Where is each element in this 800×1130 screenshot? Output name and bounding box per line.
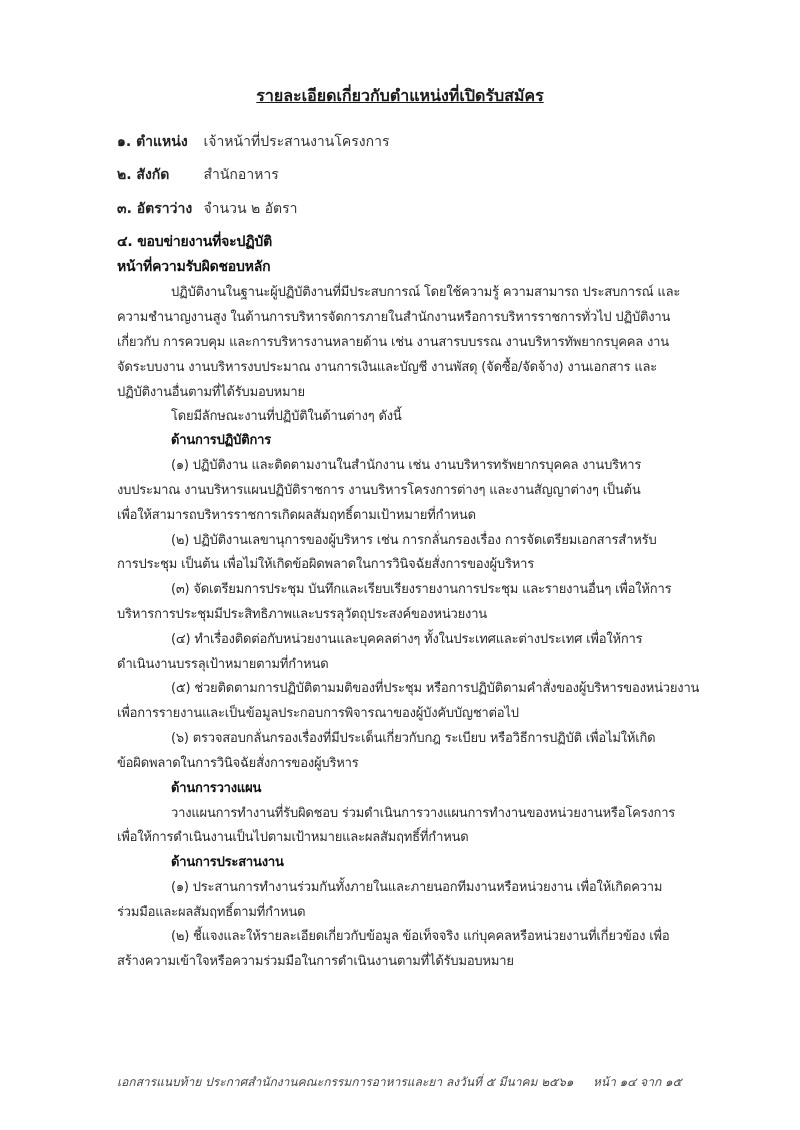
- main-duties-heading: หน้าที่ความรับผิดชอบหลัก: [117, 259, 271, 275]
- intro-line: ปฏิบัติงานในฐานะผู้ปฏิบัติงานที่มีประสบการณ์ โดยใช้ความรู้ ความสามารถ ประสบการณ์ และ: [171, 285, 681, 300]
- field-value: จำนวน ๒ อัตรา: [203, 201, 298, 217]
- characteristics-line: โดยมีลักษณะงานที่ปฏิบัติในด้านต่างๆ ดังนี้: [171, 409, 402, 424]
- field-affiliation: [117, 164, 279, 186]
- page-number: หน้า ๑๔ จาก ๑๕: [593, 1075, 682, 1089]
- operations-line: เพื่อการรายงานและเป็นข้อมูลประกอบการพิจารณาของผู้บังคับบัญชาต่อไป: [117, 706, 519, 721]
- coordination-line: ร่วมมือและผลสัมฤทธิ์ตามที่กำหนด: [117, 905, 306, 920]
- field-position: [117, 131, 389, 153]
- field-label: ๓. อัตราว่าง: [117, 201, 193, 217]
- coordination-line: (๒) ชี้แจงและให้รายละเอียดเกี่ยวกับข้อมูล ข้อเท็จจริง แก่บุคคลหรือหน่วยงานที่เกี่ยวข้อง เพื่อ: [171, 929, 670, 944]
- field-value: สำนักอาหาร: [203, 167, 279, 183]
- operations-line: (๖) ตรวจสอบกลั่นกรองเรื่องที่มีประเด็นเกี่ยวกับกฎ ระเบียบ หรือวิธีการปฏิบัติ เพื่อไม่ให้เกิด: [171, 731, 656, 746]
- section-4-heading: ๔. ขอบข่ายงานที่จะปฏิบัติ: [117, 234, 272, 250]
- coordination-line: สร้างความเข้าใจหรือความร่วมมือในการดำเนินงานตามที่ได้รับมอบหมาย: [117, 954, 514, 969]
- operations-line: (๑) ปฏิบัติงาน และติดตามงานในสำนักงาน เช่น งานบริหารทรัพยากรบุคคล งานบริหาร: [171, 458, 642, 473]
- operations-line: (๔) ทำเรื่องติดต่อกับหน่วยงานและบุคคลต่างๆ ทั้งในประเทศและต่างประเทศ เพื่อให้การ: [171, 632, 643, 647]
- planning-heading: ด้านการวางแผน: [171, 781, 262, 796]
- intro-line: จัดระบบงาน งานบริหารงบประมาณ งานการเงินและบัญชี งานพัสดุ (จัดซื้อ/จัดจ้าง) งานเอกสาร และ: [117, 360, 658, 375]
- operations-line: (๓) จัดเตรียมการประชุม บันทึกและเรียบเรียงรายงานการประชุม และรายงานอื่นๆ เพื่อให้การ: [171, 582, 672, 597]
- operations-line: (๒) ปฏิบัติงานเลขานุการของผู้บริหาร เช่น การกลั่นกรองเรื่อง การจัดเตรียมเอกสารสำหรับ: [171, 533, 657, 548]
- footer-text: เอกสารแนบท้าย ประกาศสำนักงานคณะกรรมการอาหารและยา ลงวันที่ ๕ มีนาคม ๒๕๖๑: [117, 1075, 574, 1089]
- document-title: รายละเอียดเกี่ยวกับตำแหน่งที่เปิดรับสมัคร: [256, 86, 544, 105]
- field-vacancies: [117, 198, 298, 220]
- planning-line: เพื่อให้การดำเนินงานเป็นไปตามเป้าหมายและผลสัมฤทธิ์ที่กำหนด: [117, 830, 469, 845]
- operations-line: (๕) ช่วยติดตามการปฏิบัติตามมติของที่ประชุม หรือการปฏิบัติตามคำสั่งของผู้บริหารของหน่วยงาน: [171, 681, 700, 696]
- intro-line: ความชำนาญงานสูง ในด้านการบริหารจัดการภายในสำนักงานหรือการบริหารราชการทั่วไป ปฏิบัติงาน: [117, 310, 671, 325]
- intro-line: ปฏิบัติงานอื่นตามที่ได้รับมอบหมาย: [117, 385, 305, 400]
- planning-line: วางแผนการทำงานที่รับผิดชอบ ร่วมดำเนินการวางแผนการทำงานของหน่วยงานหรือโครงการ: [171, 806, 676, 821]
- intro-line: เกี่ยวกับ การควบคุม และการบริหารงานหลายด้าน เช่น งานสารบบรรณ งานบริหารทัพยากรบุคคล งาน: [117, 335, 669, 350]
- field-value: เจ้าหน้าที่ประสานงานโครงการ: [203, 134, 390, 150]
- operations-line: เพื่อให้สามารถบริหารราชการเกิดผลสัมฤทธิ์ตามเป้าหมายที่กำหนด: [117, 508, 476, 523]
- page-footer: [117, 1073, 707, 1092]
- operations-heading: ด้านการปฏิบัติการ: [171, 433, 272, 448]
- operations-line: บริหารการประชุมมีประสิทธิภาพและบรรลุวัตถุประสงค์ของหน่วยงาน: [117, 607, 487, 622]
- coordination-heading: ด้านการประสานงาน: [171, 855, 284, 870]
- operations-line: การประชุม เป็นต้น เพื่อไม่ให้เกิดข้อผิดพลาดในการวินิจฉัยสั่งการของผู้บริหาร: [117, 557, 535, 572]
- operations-line: ข้อผิดพลาดในการวินิจฉัยสั่งการของผู้บริหาร: [117, 756, 359, 771]
- coordination-line: (๑) ประสานการทำงานร่วมกันทั้งภายในและภายนอกทีมงานหรือหน่วยงาน เพื่อให้เกิดความ: [171, 880, 663, 895]
- operations-line: ดำเนินงานบรรลุเป้าหมายตามที่กำหนด: [117, 657, 329, 672]
- field-label: ๒. สังกัด: [117, 167, 170, 183]
- operations-line: งบประมาณ งานบริหารแผนปฏิบัติราชการ งานบริหารโครงการต่างๆ และงานสัญญาต่างๆ เป็นต้น: [117, 483, 641, 498]
- field-label: ๑. ตำแหน่ง: [117, 134, 188, 150]
